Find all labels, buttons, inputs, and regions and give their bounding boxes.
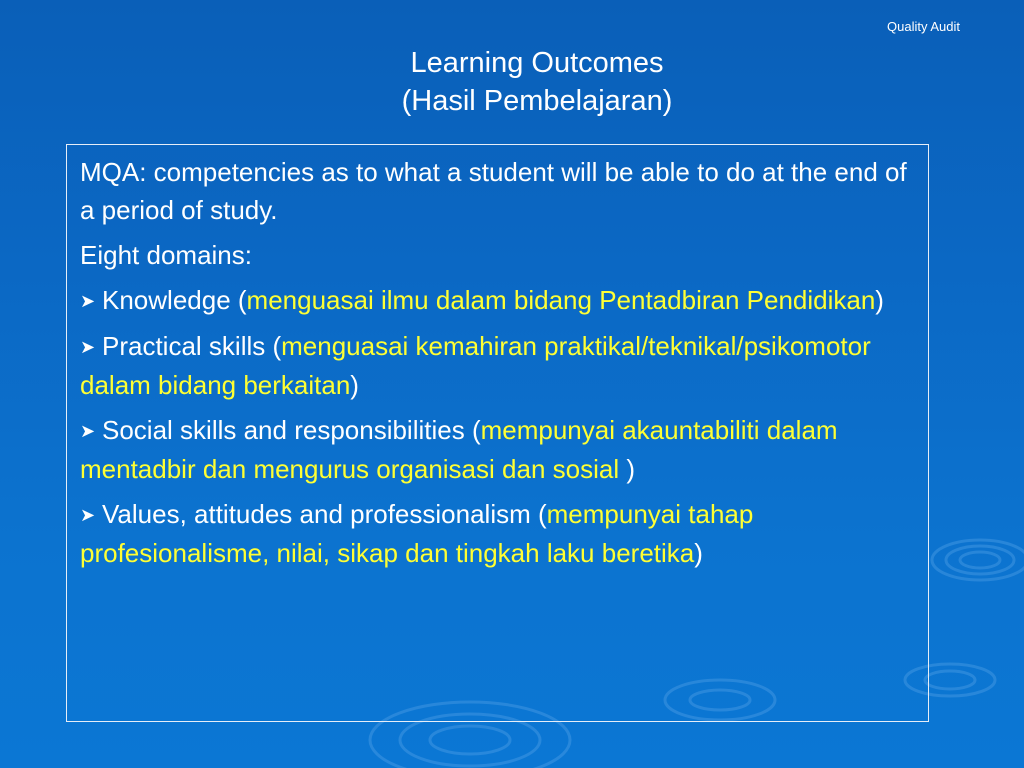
bullet-practical-skills <box>80 327 918 404</box>
bullet-malay: mempunyai akauntabiliti dalam mentadbir dan mengurus organisasi dan sosial <box>80 415 838 484</box>
bullet-close: ) <box>626 454 635 484</box>
bullet-social-skills <box>80 411 918 488</box>
bullet-close: ) <box>350 370 359 400</box>
bullet-main: Knowledge ( <box>102 285 247 315</box>
arrow-bullet-icon: ➤ <box>80 421 96 441</box>
bullet-malay: menguasai kemahiran praktikal/teknikal/psikomotor dalam bidang berkaitan <box>80 331 871 400</box>
bullet-knowledge <box>80 281 918 320</box>
bullet-close: ) <box>694 538 703 568</box>
intro-text: MQA: competencies as to what a student will be able to do at the end of a period of study. <box>80 157 907 225</box>
bullet-values <box>80 495 918 572</box>
title-line-2: (Hasil Pembelajaran) <box>401 85 673 117</box>
bullet-main: Values, attitudes and professionalism ( <box>102 499 547 529</box>
page-title <box>0 44 1024 120</box>
header-tag: Quality Audit <box>887 19 960 34</box>
title-line-1: Learning Outcomes <box>410 47 664 79</box>
arrow-bullet-icon: ➤ <box>80 291 96 311</box>
bullet-malay: menguasai ilmu dalam bidang Pentadbiran Pendidikan <box>246 285 876 315</box>
bullet-close: ) <box>875 285 884 315</box>
bullet-main: Social skills and responsibilities ( <box>102 415 481 445</box>
bullet-malay: mempunyai tahap profesionalisme, nilai, sikap dan tingkah laku beretika <box>80 499 754 568</box>
content-box <box>66 144 929 722</box>
arrow-bullet-icon: ➤ <box>80 505 96 525</box>
arrow-bullet-icon: ➤ <box>80 337 96 357</box>
domains-heading: Eight domains: <box>80 240 252 270</box>
bullet-main: Practical skills ( <box>102 331 282 361</box>
